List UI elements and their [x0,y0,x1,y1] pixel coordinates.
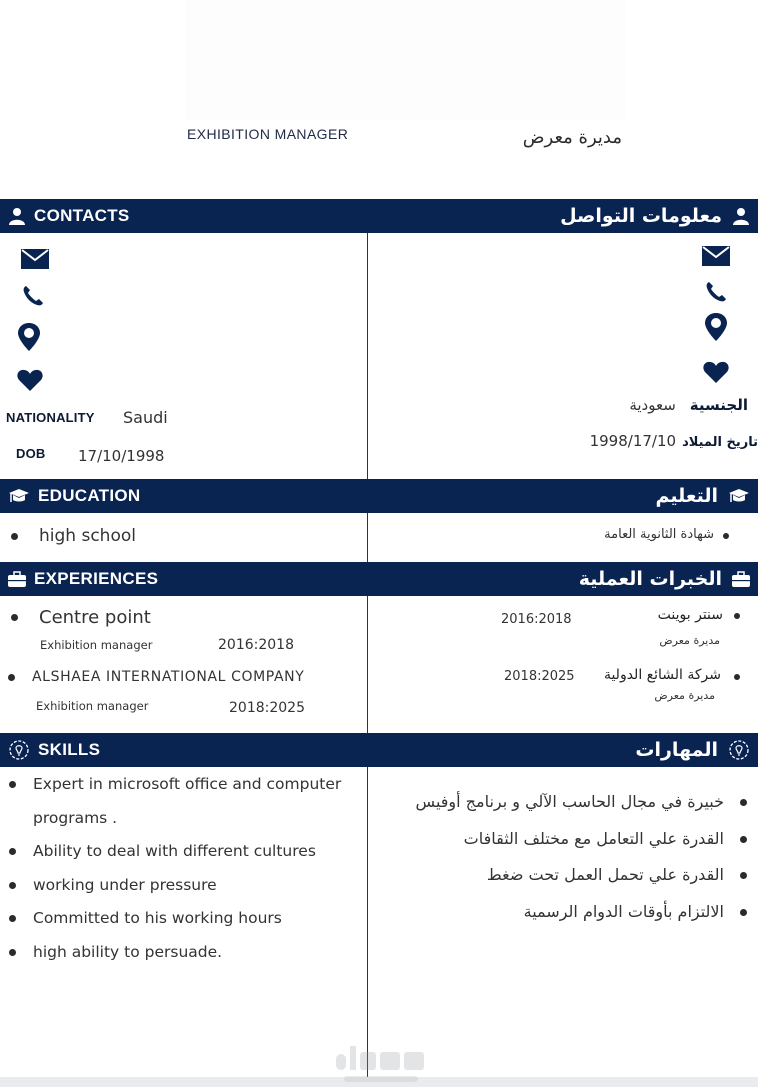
bullet [11,533,18,540]
skill-item-ar: الالتزام بأوقات الدوام الرسمية [523,902,724,921]
experience-company-ar: سنتر بوينت [657,607,723,623]
phone-icon [18,282,48,310]
experiences-title-ar: الخبرات العملية [578,568,722,590]
skills-title-en: SKILLS [38,740,101,759]
skills-header-bar [0,733,758,767]
experience-period-en: 2016:2018 [218,637,294,653]
job-title-en: EXHIBITION MANAGER [187,126,349,142]
experience-company-en: ALSHAEA INTERNATIONAL COMPANY [32,669,305,685]
skill-item-ar: القدرة علي تحمل العمل تحت ضغط [486,865,724,884]
heart-icon [15,366,45,394]
bullet [740,836,747,843]
location-pin-icon [14,323,44,351]
skill-item-en: Ability to deal with different cultures [33,842,316,860]
contacts-title-ar: معلومات التواصل [560,205,722,227]
nationality-label-en: NATIONALITY [6,410,95,425]
nationality-value-en: Saudi [123,408,168,427]
contacts-header-bar [0,199,758,233]
bullet [9,848,16,855]
skill-item-en: high ability to persuade. [33,943,223,961]
bullet [740,909,747,916]
nationality-value-ar: سعودية [629,396,676,414]
user-icon [8,207,26,225]
bullet [9,915,16,922]
education-title-en: EDUCATION [38,486,141,505]
education-title-ar: التعليم [655,485,718,507]
bullet [11,614,18,621]
experience-role-en: Exhibition manager [36,699,149,713]
briefcase-icon [8,571,26,587]
dob-value-ar: 1998/17/10 [589,432,677,450]
experience-role-ar: مديرة معرض [654,689,715,702]
bullet [740,872,747,879]
experiences-header-bar [0,562,758,596]
bullet [734,613,740,619]
graduation-cap-icon [728,488,750,504]
experience-period-ar: 2018:2025 [504,669,575,684]
skill-item-ar: القدرة علي التعامل مع مختلف الثقافات [463,829,724,848]
skill-item-en: Committed to his working hours [33,909,282,927]
briefcase-icon [732,571,750,587]
phone-icon [701,278,731,306]
column-divider [367,233,368,1077]
bullet [9,882,16,889]
experience-company-ar: شركة الشائع الدولية [603,667,721,683]
skill-item-en: Expert in microsoft office and computer [33,775,342,793]
envelope-icon [701,242,731,270]
experience-company-en: Centre point [39,607,151,628]
dob-row-ar [590,432,758,450]
bullet [9,949,16,956]
lightbulb-gear-icon [728,739,750,761]
bullet [723,533,729,539]
experience-period-en: 2018:2025 [229,700,305,716]
dob-label-ar: تاريخ الميلاد [682,435,758,450]
nationality-label-ar: الجنسية [689,396,748,414]
photo-placeholder [185,0,625,120]
nationality-row-ar [629,396,748,414]
experiences-title-en: EXPERIENCES [34,569,159,588]
bullet [734,674,740,680]
dob-label-en: DOB [16,446,46,461]
education-header-bar [0,479,758,513]
location-pin-icon [701,313,731,341]
skill-item-ar: خبيرة في مجال الحاسب الآلي و برنامج أوفيس [415,792,724,811]
education-item-ar: شهادة الثانوية العامة [604,527,714,542]
graduation-cap-icon [8,488,30,504]
skills-title-ar: المهارات [635,739,718,761]
contacts-title-en: CONTACTS [34,206,130,225]
bullet [9,781,16,788]
experience-role-ar: مديرة معرض [659,634,720,647]
skill-item-en: programs . [33,809,118,827]
experience-role-en: Exhibition manager [40,638,153,652]
bullet [8,674,15,681]
lightbulb-gear-icon [8,739,30,761]
user-icon [732,207,750,225]
envelope-icon [20,245,50,273]
bullet [740,799,747,806]
dob-value-en: 17/10/1998 [78,447,165,465]
job-title-ar: مديرة معرض [522,127,622,148]
experience-period-ar: 2016:2018 [501,612,572,627]
skill-item-en: working under pressure [33,876,217,894]
watermark-logo [330,1040,430,1086]
heart-icon [701,358,731,386]
education-item-en: high school [39,526,136,546]
